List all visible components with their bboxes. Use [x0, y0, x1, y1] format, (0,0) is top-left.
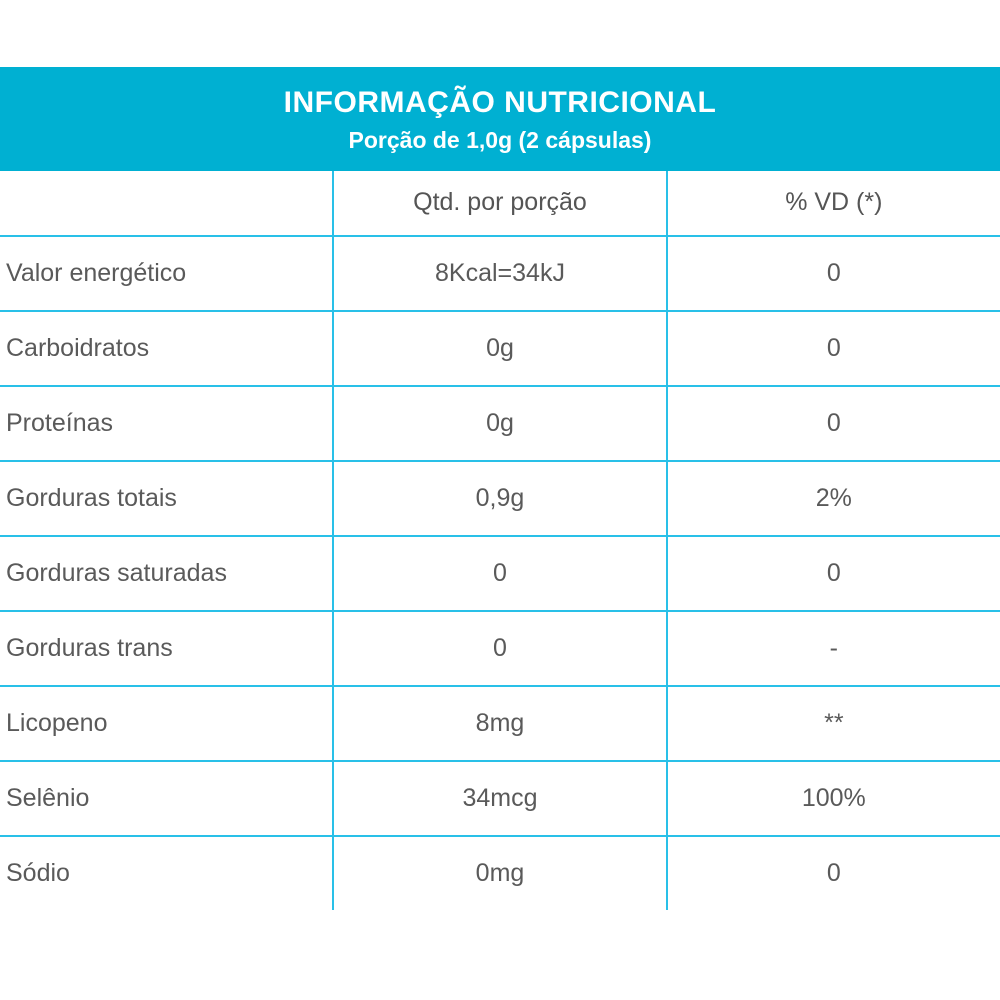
- table-row: [0, 461, 1000, 536]
- row-quantity: 0g: [333, 311, 666, 386]
- table-row: [0, 536, 1000, 611]
- column-header-quantity: Qtd. por porção: [333, 171, 666, 236]
- row-label: Proteínas: [0, 386, 333, 461]
- row-label: Valor energético: [0, 236, 333, 311]
- column-header-label: [0, 171, 333, 236]
- table-row: [0, 236, 1000, 311]
- nutrition-title: INFORMAÇÃO NUTRICIONAL: [283, 86, 717, 119]
- row-dv: 0: [667, 536, 1000, 611]
- row-dv: -: [667, 611, 1000, 686]
- row-label: Gorduras saturadas: [0, 536, 333, 611]
- row-dv: **: [667, 686, 1000, 761]
- row-quantity: 0g: [333, 386, 666, 461]
- row-dv: 100%: [667, 761, 1000, 836]
- nutrition-serving: Porção de 1,0g (2 cápsulas): [348, 127, 652, 153]
- row-label: Selênio: [0, 761, 333, 836]
- row-label: Gorduras totais: [0, 461, 333, 536]
- nutrition-header-band: [0, 67, 1000, 171]
- table-row: [0, 611, 1000, 686]
- column-header-dv: % VD (*): [667, 171, 1000, 236]
- nutrition-facts-panel: [0, 67, 1000, 910]
- row-quantity: 0,9g: [333, 461, 666, 536]
- row-dv: 0: [667, 236, 1000, 311]
- row-label: Sódio: [6, 858, 70, 887]
- row-quantity: 8mg: [333, 686, 666, 761]
- nutrition-table-body: [0, 67, 1000, 910]
- row-quantity: 8Kcal=34kJ: [333, 236, 666, 311]
- header-band-cell: [0, 67, 1000, 171]
- row-dv: 0: [667, 836, 1000, 910]
- row-quantity: 0mg: [333, 836, 666, 910]
- nutrition-table: [0, 67, 1000, 910]
- table-row: [0, 836, 1000, 910]
- row-quantity: 0: [333, 611, 666, 686]
- table-row: [0, 761, 1000, 836]
- row-quantity: 0: [333, 536, 666, 611]
- row-dv: 0: [667, 386, 1000, 461]
- row-dv: 2%: [667, 461, 1000, 536]
- table-row: [0, 311, 1000, 386]
- column-header-row: [0, 171, 1000, 236]
- row-dv: 0: [667, 311, 1000, 386]
- row-label: Licopeno: [0, 686, 333, 761]
- table-row: [0, 386, 1000, 461]
- row-quantity: 34mcg: [333, 761, 666, 836]
- row-label: Carboidratos: [0, 311, 333, 386]
- table-row: [0, 686, 1000, 761]
- row-label: Gorduras trans: [0, 611, 333, 686]
